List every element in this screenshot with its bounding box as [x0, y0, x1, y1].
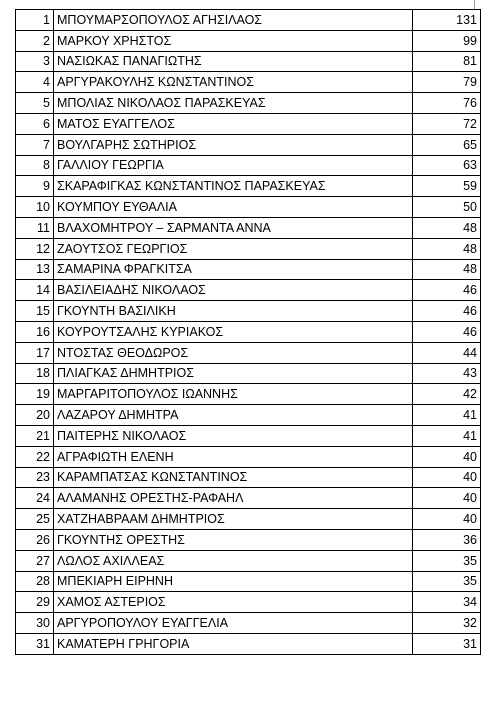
rank-cell: 27 [16, 550, 54, 571]
table-row [16, 529, 481, 550]
candidate-name-cell: ΒΟΥΛΓΑΡΗΣ ΣΩΤΗΡΙΟΣ [54, 134, 413, 155]
table-row [16, 197, 481, 218]
votes-cell: 99 [413, 30, 481, 51]
votes-cell: 46 [413, 301, 481, 322]
results-table-body [16, 10, 481, 655]
table-row [16, 509, 481, 530]
table-row [16, 72, 481, 93]
candidate-name-cell: ΜΠΕΚΙΑΡΗ ΕΙΡΗΝΗ [54, 571, 413, 592]
votes-cell: 40 [413, 467, 481, 488]
candidate-name-cell: ΑΡΓΥΡΑΚΟΥΛΗΣ ΚΩΝΣΤΑΝΤΙΝΟΣ [54, 72, 413, 93]
table-row [16, 30, 481, 51]
votes-cell: 41 [413, 425, 481, 446]
votes-cell: 59 [413, 176, 481, 197]
rank-cell: 29 [16, 592, 54, 613]
table-row [16, 467, 481, 488]
votes-cell: 34 [413, 592, 481, 613]
table-row [16, 93, 481, 114]
rank-cell: 19 [16, 384, 54, 405]
votes-cell: 46 [413, 321, 481, 342]
table-row [16, 592, 481, 613]
table-row [16, 633, 481, 654]
rank-cell: 11 [16, 217, 54, 238]
rank-cell: 13 [16, 259, 54, 280]
table-row [16, 384, 481, 405]
table-row [16, 238, 481, 259]
rank-cell: 26 [16, 529, 54, 550]
rank-cell: 1 [16, 10, 54, 31]
candidate-name-cell: ΑΓΡΑΦΙΩΤΗ ΕΛΕΝΗ [54, 446, 413, 467]
candidate-name-cell: ΚΑΡΑΜΠΑΤΣΑΣ ΚΩΝΣΤΑΝΤΙΝΟΣ [54, 467, 413, 488]
votes-cell: 65 [413, 134, 481, 155]
candidate-name-cell: ΓΚΟΥΝΤΗΣ ΟΡΕΣΤΗΣ [54, 529, 413, 550]
table-row [16, 280, 481, 301]
votes-cell: 50 [413, 197, 481, 218]
votes-cell: 40 [413, 488, 481, 509]
candidate-name-cell: ΧΑΜΟΣ ΑΣΤΕΡΙΟΣ [54, 592, 413, 613]
rank-cell: 10 [16, 197, 54, 218]
rank-cell: 28 [16, 571, 54, 592]
table-row [16, 363, 481, 384]
rank-cell: 15 [16, 301, 54, 322]
candidate-name-cell: ΜΑΡΚΟΥ ΧΡΗΣΤΟΣ [54, 30, 413, 51]
votes-cell: 43 [413, 363, 481, 384]
table-row [16, 217, 481, 238]
votes-cell: 35 [413, 571, 481, 592]
rank-cell: 8 [16, 155, 54, 176]
table-row [16, 405, 481, 426]
candidate-name-cell: ΒΑΣΙΛΕΙΑΔΗΣ ΝΙΚΟΛΑΟΣ [54, 280, 413, 301]
rank-cell: 22 [16, 446, 54, 467]
rank-cell: 30 [16, 613, 54, 634]
table-row [16, 155, 481, 176]
table-row [16, 301, 481, 322]
candidate-name-cell: ΝΤΟΣΤΑΣ ΘΕΟΔΩΡΟΣ [54, 342, 413, 363]
rank-cell: 4 [16, 72, 54, 93]
page-edge-mark [474, 0, 475, 9]
rank-cell: 18 [16, 363, 54, 384]
table-row [16, 488, 481, 509]
votes-cell: 76 [413, 93, 481, 114]
table-row [16, 613, 481, 634]
votes-cell: 72 [413, 113, 481, 134]
candidate-name-cell: ΓΑΛΛΙΟΥ ΓΕΩΡΓΙΑ [54, 155, 413, 176]
table-row [16, 425, 481, 446]
table-row [16, 342, 481, 363]
votes-cell: 46 [413, 280, 481, 301]
rank-cell: 23 [16, 467, 54, 488]
rank-cell: 12 [16, 238, 54, 259]
candidate-name-cell: ΖΑΟΥΤΣΟΣ ΓΕΩΡΓΙΟΣ [54, 238, 413, 259]
results-table [15, 9, 481, 655]
candidate-name-cell: ΚΑΜΑΤΕΡΗ ΓΡΗΓΟΡΙΑ [54, 633, 413, 654]
rank-cell: 7 [16, 134, 54, 155]
candidate-name-cell: ΜΑΤΟΣ ΕΥΑΓΓΕΛΟΣ [54, 113, 413, 134]
votes-cell: 48 [413, 217, 481, 238]
votes-cell: 131 [413, 10, 481, 31]
results-sheet [15, 9, 481, 655]
votes-cell: 41 [413, 405, 481, 426]
votes-cell: 40 [413, 446, 481, 467]
candidate-name-cell: ΜΑΡΓΑΡΙΤΟΠΟΥΛΟΣ ΙΩΑΝΝΗΣ [54, 384, 413, 405]
rank-cell: 6 [16, 113, 54, 134]
candidate-name-cell: ΜΠΟΥΜΑΡΣΟΠΟΥΛΟΣ ΑΓΗΣΙΛΑΟΣ [54, 10, 413, 31]
candidate-name-cell: ΝΑΣΙΩΚΑΣ ΠΑΝΑΓΙΩΤΗΣ [54, 51, 413, 72]
votes-cell: 42 [413, 384, 481, 405]
candidate-name-cell: ΠΑΙΤΕΡΗΣ ΝΙΚΟΛΑΟΣ [54, 425, 413, 446]
candidate-name-cell: ΜΠΟΛΙΑΣ ΝΙΚΟΛΑΟΣ ΠΑΡΑΣΚΕΥΑΣ [54, 93, 413, 114]
table-row [16, 134, 481, 155]
rank-cell: 21 [16, 425, 54, 446]
votes-cell: 32 [413, 613, 481, 634]
table-row [16, 10, 481, 31]
rank-cell: 20 [16, 405, 54, 426]
rank-cell: 16 [16, 321, 54, 342]
candidate-name-cell: ΛΩΛΟΣ ΑΧΙΛΛΕΑΣ [54, 550, 413, 571]
table-row [16, 321, 481, 342]
table-row [16, 446, 481, 467]
votes-cell: 79 [413, 72, 481, 93]
votes-cell: 35 [413, 550, 481, 571]
rank-cell: 25 [16, 509, 54, 530]
rank-cell: 3 [16, 51, 54, 72]
rank-cell: 5 [16, 93, 54, 114]
candidate-name-cell: ΒΛΑΧΟΜΗΤΡΟΥ – ΣΑΡΜΑΝΤΑ ΑΝΝΑ [54, 217, 413, 238]
votes-cell: 36 [413, 529, 481, 550]
candidate-name-cell: ΣΑΜΑΡΙΝΑ ΦΡΑΓΚΙΤΣΑ [54, 259, 413, 280]
candidate-name-cell: ΚΟΥΜΠΟΥ ΕΥΘΑΛΙΑ [54, 197, 413, 218]
rank-cell: 17 [16, 342, 54, 363]
rank-cell: 24 [16, 488, 54, 509]
votes-cell: 81 [413, 51, 481, 72]
table-row [16, 51, 481, 72]
votes-cell: 48 [413, 259, 481, 280]
rank-cell: 2 [16, 30, 54, 51]
table-row [16, 259, 481, 280]
rank-cell: 9 [16, 176, 54, 197]
votes-cell: 48 [413, 238, 481, 259]
table-row [16, 176, 481, 197]
candidate-name-cell: ΠΛΙΑΓΚΑΣ ΔΗΜΗΤΡΙΟΣ [54, 363, 413, 384]
candidate-name-cell: ΧΑΤΖΗΑΒΡΑΑΜ ΔΗΜΗΤΡΙΟΣ [54, 509, 413, 530]
table-row [16, 571, 481, 592]
candidate-name-cell: ΑΛΑΜΑΝΗΣ ΟΡΕΣΤΗΣ-ΡΑΦΑΗΛ [54, 488, 413, 509]
rank-cell: 14 [16, 280, 54, 301]
candidate-name-cell: ΓΚΟΥΝΤΗ ΒΑΣΙΛΙΚΗ [54, 301, 413, 322]
table-row [16, 550, 481, 571]
table-row [16, 113, 481, 134]
candidate-name-cell: ΛΑΖΑΡΟΥ ΔΗΜΗΤΡΑ [54, 405, 413, 426]
votes-cell: 44 [413, 342, 481, 363]
votes-cell: 63 [413, 155, 481, 176]
candidate-name-cell: ΣΚΑΡΑΦΙΓΚΑΣ ΚΩΝΣΤΑΝΤΙΝΟΣ ΠΑΡΑΣΚΕΥΑΣ [54, 176, 413, 197]
candidate-name-cell: ΚΟΥΡΟΥΤΣΑΛΗΣ ΚΥΡΙΑΚΟΣ [54, 321, 413, 342]
candidate-name-cell: ΑΡΓΥΡΟΠΟΥΛΟΥ ΕΥΑΓΓΕΛΙΑ [54, 613, 413, 634]
rank-cell: 31 [16, 633, 54, 654]
votes-cell: 31 [413, 633, 481, 654]
votes-cell: 40 [413, 509, 481, 530]
